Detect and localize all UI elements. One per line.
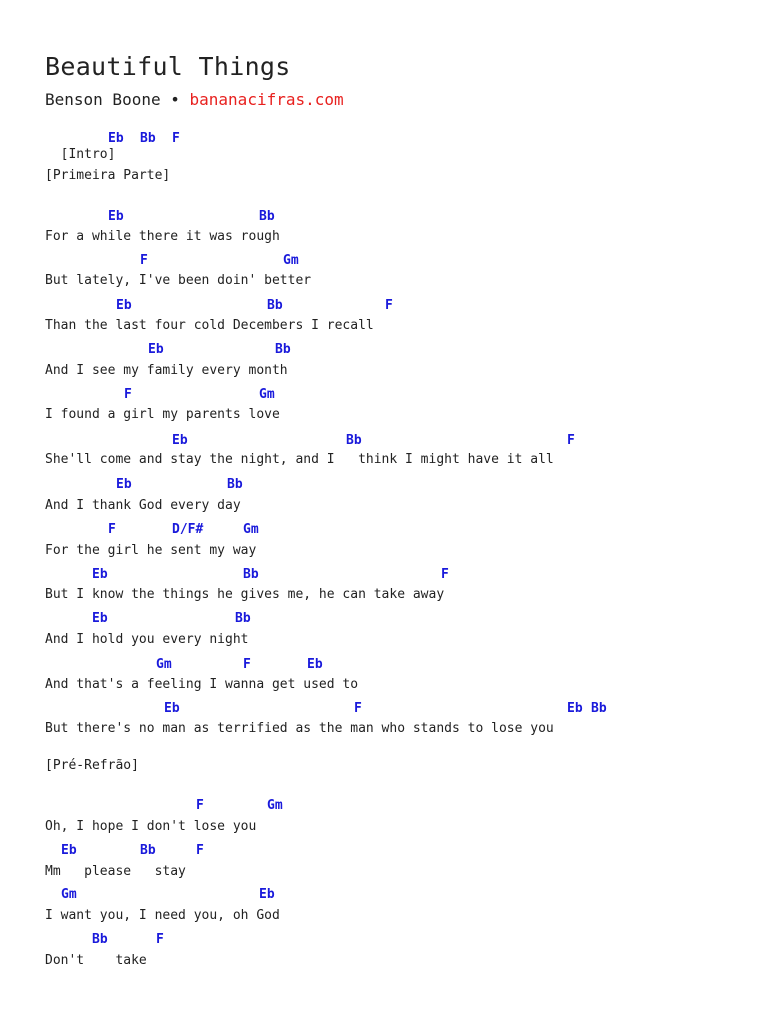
lyric-line: I want you, I need you, oh God <box>45 908 280 923</box>
chord[interactable]: F <box>354 701 362 716</box>
chord[interactable]: Gm <box>156 657 172 672</box>
lyric-line: And I hold you every night <box>45 632 249 647</box>
chord[interactable]: Bb <box>275 342 291 357</box>
chord[interactable]: Gm <box>243 522 259 537</box>
chord[interactable]: F <box>441 567 449 582</box>
chord[interactable]: Bb <box>235 611 251 626</box>
chord[interactable]: Gm <box>267 798 283 813</box>
chord[interactable]: Eb <box>61 843 77 858</box>
lyric-line: But there's no man as terrified as the man who stands to lose you <box>45 721 554 736</box>
chord[interactable]: Eb <box>259 887 275 902</box>
chord[interactable]: Bb <box>267 298 283 313</box>
chord[interactable]: Bb <box>92 932 108 947</box>
site-link[interactable]: bananacifras.com <box>189 90 344 109</box>
chord[interactable]: Gm <box>61 887 77 902</box>
chord[interactable]: F <box>140 253 148 268</box>
lyric-line: Mm please stay <box>45 864 186 879</box>
chord[interactable]: Eb <box>567 701 583 716</box>
section-heading-pre-refrao: [Pré-Refrão] <box>45 758 139 773</box>
lyric-line: And that's a feeling I wanna get used to <box>45 677 359 692</box>
chord[interactable]: F <box>124 387 132 402</box>
lyric-line: And I thank God every day <box>45 498 241 513</box>
intro-chord[interactable]: Bb <box>140 131 156 146</box>
lyric-line: But lately, I've been doin' better <box>45 273 312 288</box>
chord[interactable]: Eb <box>92 567 108 582</box>
separator-dot: • <box>170 90 180 109</box>
lyric-line: But I know the things he gives me, he can take away <box>45 587 445 602</box>
chord[interactable]: Eb <box>164 701 180 716</box>
section-heading-primeira: [Primeira Parte] <box>45 168 171 183</box>
chord[interactable]: Gm <box>259 387 275 402</box>
intro-chord[interactable]: Eb <box>108 131 124 146</box>
lyric-line: She'll come and stay the night, and I think I might have it all <box>45 452 554 467</box>
chord[interactable]: Bb <box>227 477 243 492</box>
chord[interactable]: D/F# <box>172 522 204 537</box>
chord[interactable]: Eb <box>148 342 164 357</box>
chord[interactable]: F <box>567 433 575 448</box>
lyric-line: And I see my family every month <box>45 363 288 378</box>
song-subtitle <box>45 90 344 109</box>
intro-chord[interactable]: F <box>172 131 180 146</box>
chord[interactable]: Bb <box>243 567 259 582</box>
chord[interactable]: F <box>196 843 204 858</box>
chord[interactable]: Eb <box>172 433 188 448</box>
chord[interactable]: F <box>243 657 251 672</box>
lyric-line: Don't take <box>45 953 147 968</box>
intro-label: [Intro] <box>60 147 116 162</box>
lyric-line: Than the last four cold Decembers I recall <box>45 318 374 333</box>
song-title: Beautiful Things <box>45 52 291 81</box>
lyric-line: For a while there it was rough <box>45 229 280 244</box>
chord[interactable]: Eb <box>116 298 132 313</box>
lyric-line: Oh, I hope I don't lose you <box>45 819 257 834</box>
chord[interactable]: F <box>156 932 164 947</box>
chord[interactable]: Bb <box>346 433 362 448</box>
chord[interactable]: Eb <box>92 611 108 626</box>
chord[interactable]: F <box>196 798 204 813</box>
chord[interactable]: Eb <box>307 657 323 672</box>
chord[interactable]: Eb <box>116 477 132 492</box>
artist-name: Benson Boone <box>45 90 161 109</box>
lyric-line: For the girl he sent my way <box>45 543 257 558</box>
chord[interactable]: F <box>108 522 116 537</box>
chord[interactable]: Bb <box>140 843 156 858</box>
chord[interactable]: F <box>385 298 393 313</box>
chord[interactable]: Eb <box>108 209 124 224</box>
chord[interactable]: Bb <box>591 701 607 716</box>
chord[interactable]: Gm <box>283 253 299 268</box>
lyric-line: I found a girl my parents love <box>45 407 280 422</box>
chord[interactable]: Bb <box>259 209 275 224</box>
